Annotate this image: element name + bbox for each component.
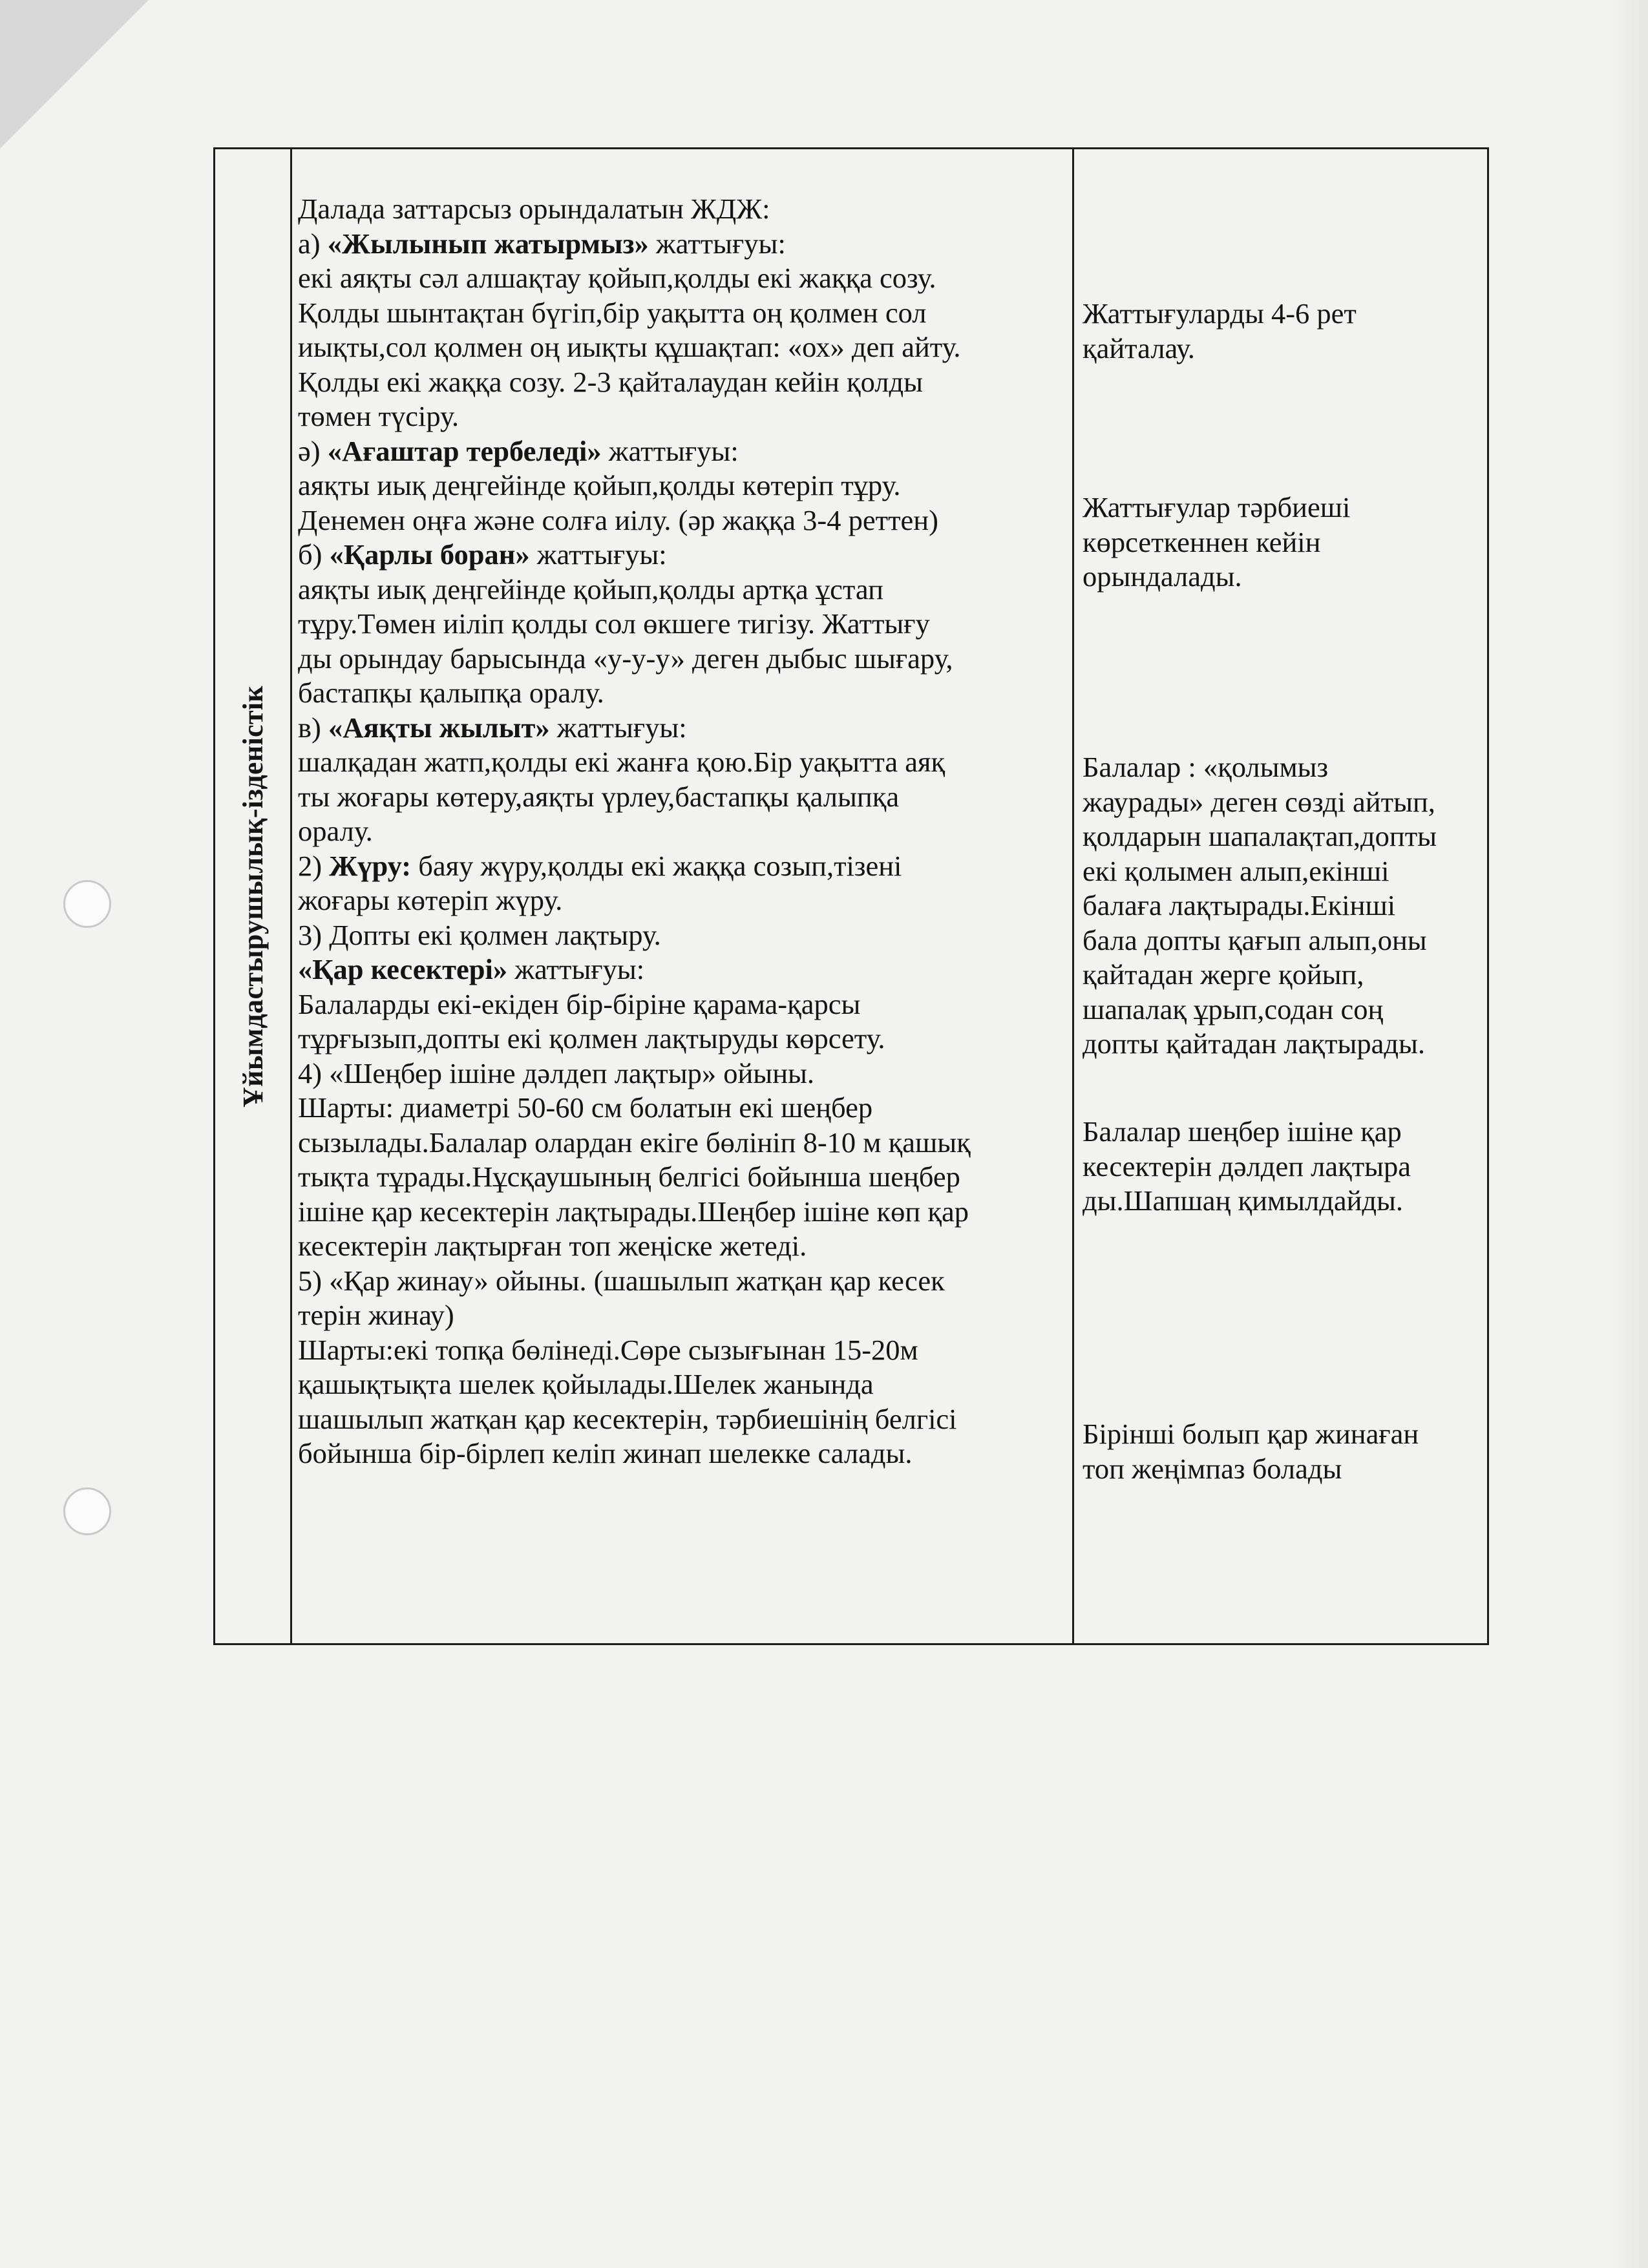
text-run: Шарты: диаметрі 50-60 см болатын екі шеңбер bbox=[298, 1091, 873, 1124]
text-run: бастапқы қалыпқа оралу. bbox=[298, 677, 604, 709]
text-run: а) bbox=[298, 227, 328, 260]
text-line bbox=[298, 780, 1067, 815]
text-line bbox=[298, 711, 1067, 746]
punch-hole bbox=[63, 880, 111, 928]
note-line: Балалар шеңбер ішіне қар bbox=[1083, 1115, 1402, 1148]
punch-hole bbox=[63, 1487, 111, 1535]
text-line bbox=[298, 365, 1067, 400]
note-line: Жаттығулар тәрбиеші bbox=[1083, 491, 1351, 523]
note-line: екі қолымен алып,екінші bbox=[1083, 854, 1389, 887]
text-run: тықта тұрады.Нұсқаушының белгісі бойынша шеңбер bbox=[298, 1160, 960, 1193]
text-run: 3) Допты екі қолмен лақтыру. bbox=[298, 918, 661, 951]
text-line bbox=[298, 227, 1067, 262]
note-line: ды.Шапшаң қимылдайды. bbox=[1083, 1184, 1404, 1217]
bold-run: «Аяқты жылыт» bbox=[328, 711, 550, 744]
column-divider bbox=[290, 149, 292, 1643]
text-run: тұрғызып,допты екі қолмен лақтыруды көрсету. bbox=[298, 1022, 885, 1055]
note-block bbox=[1083, 750, 1437, 1062]
note-line: жаурады» деген сөзді айтып, bbox=[1083, 785, 1435, 818]
text-run: бойынша бір-бірлеп келіп жинап шелекке салады. bbox=[298, 1437, 913, 1469]
text-run: кесектерін лақтырған топ жеңіске жетеді. bbox=[298, 1230, 807, 1262]
text-run: 4) «Шеңбер ішіне дәлдеп лақтыр» ойыны. bbox=[298, 1056, 815, 1089]
text-run: 2) bbox=[298, 849, 330, 882]
text-run: шалқадан жатп,қолды екі жанға қою.Бір уақытта аяқ bbox=[298, 746, 945, 778]
text-line bbox=[298, 642, 1067, 677]
text-line bbox=[298, 399, 1067, 434]
text-line bbox=[298, 1264, 1067, 1299]
lesson-table bbox=[213, 147, 1489, 1645]
text-line bbox=[298, 1091, 1067, 1126]
text-run: шашылып жатқан қар кесектерін, тәрбиешінің белгісі bbox=[298, 1402, 957, 1435]
note-line: Жаттығуларды 4-6 рет bbox=[1083, 297, 1357, 330]
text-line bbox=[298, 468, 1067, 503]
note-line: қайтадан жерге қойып, bbox=[1083, 958, 1364, 991]
note-block bbox=[1083, 297, 1357, 366]
activity-description bbox=[298, 192, 1067, 1471]
text-line bbox=[298, 1367, 1067, 1402]
text-line bbox=[298, 1056, 1067, 1091]
note-line: көрсеткеннен кейін bbox=[1083, 525, 1321, 558]
stage-label-cell bbox=[215, 149, 290, 1643]
text-run: Денемен оңға және солға иілу. (әр жаққа 3-4 реттен) bbox=[298, 503, 938, 536]
text-line bbox=[298, 1402, 1067, 1437]
note-line: шапалақ ұрып,содан соң bbox=[1083, 992, 1384, 1025]
text-run: аяқты иық деңгейінде қойып,қолды артқа ұстап bbox=[298, 572, 883, 605]
text-run: иықты,сол қолмен оң иықты құшақтап: «ох» деп айту. bbox=[298, 331, 961, 363]
text-line bbox=[298, 849, 1067, 884]
bold-run: «Қар кесектері» bbox=[298, 953, 508, 985]
text-run: ды орындау барысында «у-у-у» деген дыбыс шығару, bbox=[298, 642, 953, 675]
text-line bbox=[298, 503, 1067, 538]
text-run: баяу жүру,қолды екі жаққа созып,тізені bbox=[411, 849, 902, 882]
note-line: Балалар : «қолымыз bbox=[1083, 751, 1329, 783]
text-run: Қолды шынтақтан бүгіп,бір уақытта оң қолмен сол bbox=[298, 296, 927, 329]
text-line bbox=[298, 1298, 1067, 1333]
text-run: жаттығуы: bbox=[648, 227, 786, 260]
note-block bbox=[1083, 490, 1350, 594]
bold-run: «Жылынып жатырмыз» bbox=[327, 227, 649, 260]
note-block bbox=[1083, 1115, 1411, 1219]
text-run: жаттығуы: bbox=[549, 711, 687, 744]
text-line bbox=[298, 330, 1067, 365]
text-line bbox=[298, 261, 1067, 296]
note-block bbox=[1083, 1417, 1419, 1486]
text-line bbox=[298, 987, 1067, 1022]
note-line: орындалады. bbox=[1083, 560, 1242, 593]
bold-run: «Ағаштар тербеледі» bbox=[327, 434, 602, 467]
text-line bbox=[298, 538, 1067, 572]
page-corner bbox=[0, 0, 149, 149]
text-line bbox=[298, 296, 1067, 331]
text-run: ты жоғары көтеру,аяқты үрлеу,бастапқы қалыпқа bbox=[298, 780, 900, 813]
text-line bbox=[298, 1333, 1067, 1368]
text-run: ә) bbox=[298, 434, 328, 467]
text-run: 5) «Қар жинау» ойыны. (шашылып жатқан қар кесек bbox=[298, 1264, 945, 1297]
text-line bbox=[298, 1022, 1067, 1056]
text-run: оралу. bbox=[298, 815, 373, 847]
note-line: бала допты қағып алып,оны bbox=[1083, 923, 1427, 956]
text-run: аяқты иық деңгейінде қойып,қолды көтеріп тұру. bbox=[298, 469, 901, 501]
text-run: тұру.Төмен иіліп қолды сол өкшеге тигізу. Жаттығу bbox=[298, 607, 930, 640]
text-line bbox=[298, 607, 1067, 642]
text-line bbox=[298, 676, 1067, 711]
bold-run: Жүру: bbox=[329, 849, 412, 882]
text-run: екі аяқты сәл алшақтау қойып,қолды екі жаққа созу. bbox=[298, 262, 936, 294]
text-run: ішіне қар кесектерін лақтырады.Шеңбер ішіне көп қар bbox=[298, 1195, 969, 1228]
text-run: Балаларды екі-екіден бір-біріне қарама-қарсы bbox=[298, 987, 861, 1020]
text-line bbox=[298, 1436, 1067, 1471]
text-line bbox=[298, 952, 1067, 987]
text-run: Шарты:екі топқа бөлінеді.Сөре сызығынан 15-20м bbox=[298, 1333, 918, 1366]
text-run: жаттығуы: bbox=[529, 538, 667, 571]
text-run: б) bbox=[298, 538, 330, 571]
text-run: терін жинау) bbox=[298, 1299, 454, 1331]
text-line bbox=[298, 1195, 1067, 1230]
note-line: допты қайтадан лақтырады. bbox=[1083, 1027, 1426, 1060]
text-run: сызылады.Балалар олардан екіге бөлініп 8-10 м қашық bbox=[298, 1126, 971, 1159]
text-line bbox=[298, 572, 1067, 607]
stage-label: Ұйымдастырушылық-ізденістік bbox=[237, 685, 269, 1108]
text-line bbox=[298, 1229, 1067, 1264]
note-line: кесектерін дәлдеп лақтыра bbox=[1083, 1150, 1411, 1182]
text-line bbox=[298, 1126, 1067, 1160]
bold-run: «Қарлы боран» bbox=[329, 538, 530, 571]
text-line bbox=[298, 918, 1067, 953]
text-run: жаттығуы: bbox=[601, 434, 739, 467]
note-line: балаға лақтырады.Екінші bbox=[1083, 889, 1396, 921]
text-line bbox=[298, 1160, 1067, 1195]
text-line bbox=[298, 814, 1067, 849]
text-run: төмен түсіру. bbox=[298, 400, 459, 432]
text-run: Далада заттарсыз орындалатын ЖДЖ: bbox=[298, 193, 770, 225]
text-line bbox=[298, 883, 1067, 918]
column-divider bbox=[1072, 149, 1074, 1643]
text-line bbox=[298, 192, 1067, 227]
text-run: жоғары көтеріп жүру. bbox=[298, 884, 563, 916]
text-line bbox=[298, 434, 1067, 469]
page-edge bbox=[1609, 0, 1648, 2268]
note-line: Бірінші болып қар жинаған bbox=[1083, 1418, 1419, 1450]
text-run: Қолды екі жаққа созу. 2-3 қайталаудан кейін қолды bbox=[298, 365, 924, 398]
text-run: в) bbox=[298, 711, 328, 744]
note-line: топ жеңімпаз болады bbox=[1083, 1452, 1342, 1485]
text-run: қашықтықта шелек қойылады.Шелек жанында bbox=[298, 1368, 874, 1400]
text-run: жаттығуы: bbox=[507, 953, 645, 985]
text-line bbox=[298, 745, 1067, 780]
note-line: қолдарын шапалақтап,допты bbox=[1083, 820, 1437, 852]
note-line: қайталау. bbox=[1083, 331, 1195, 364]
